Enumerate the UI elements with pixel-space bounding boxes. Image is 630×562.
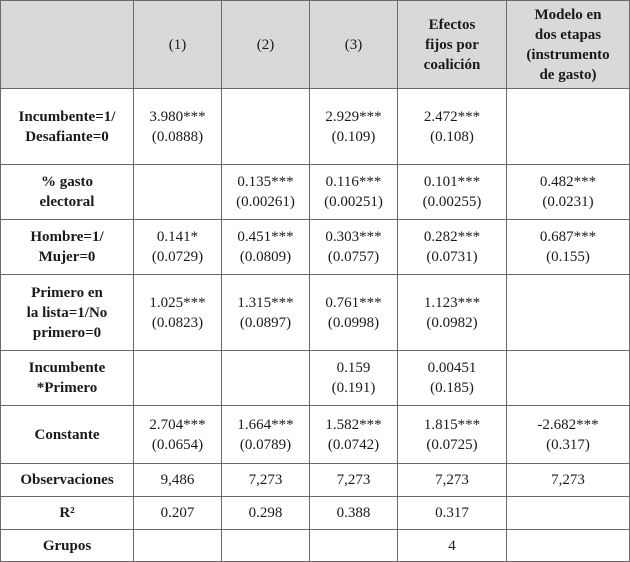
table-cell <box>507 530 630 562</box>
standard-error: (0.0757) <box>327 249 380 265</box>
table-cell <box>134 275 222 351</box>
standard-error: (0.108) <box>430 128 474 145</box>
row-label <box>1 165 134 220</box>
coefficient: 1.582*** <box>325 416 382 433</box>
table-cell <box>507 220 630 275</box>
row-label-line: Incumbente=1/ <box>18 108 116 125</box>
standard-error: (0.0231) <box>542 194 594 210</box>
table-cell <box>507 89 630 165</box>
table-cell <box>222 497 310 530</box>
row-label-line: Observaciones <box>20 472 114 488</box>
row-label-line: Hombre=1/ <box>30 229 104 245</box>
table-cell <box>398 165 507 220</box>
row-label <box>1 464 134 497</box>
row-label-line: Grupos <box>42 537 92 554</box>
row-label-line: Primero en <box>31 284 103 301</box>
table-row <box>1 351 630 406</box>
coefficient: 7,273 <box>435 472 469 488</box>
row-label-line: electoral <box>39 194 95 210</box>
table-cell <box>398 220 507 275</box>
coefficient: 0.303*** <box>325 229 382 245</box>
standard-error: (0.185) <box>430 380 474 396</box>
table-row <box>1 275 630 351</box>
header-col-two-stage <box>507 1 630 89</box>
table-cell <box>222 464 310 497</box>
table-cell <box>310 165 398 220</box>
header-col-1: (1) <box>134 1 222 89</box>
table-cell <box>310 406 398 464</box>
table-cell <box>310 497 398 530</box>
standard-error: (0.0731) <box>426 249 478 265</box>
coefficient: -2.682*** <box>537 416 599 433</box>
coefficient: 0.141* <box>156 229 199 245</box>
table-cell <box>134 89 222 165</box>
coefficient: 1.025*** <box>149 294 206 311</box>
table-row <box>1 89 630 165</box>
standard-error: (0.00255) <box>422 194 482 210</box>
standard-error: (0.0888) <box>151 128 204 145</box>
row-label-line: la lista=1/No <box>26 304 108 321</box>
coefficient: 2.704*** <box>149 416 206 433</box>
table-cell <box>134 220 222 275</box>
standard-error: (0.109) <box>331 128 376 145</box>
table-cell <box>310 530 398 562</box>
header-col-2: (2) <box>222 1 310 89</box>
table-cell <box>398 275 507 351</box>
table-cell <box>222 351 310 406</box>
table-cell <box>398 351 507 406</box>
standard-error: (0.0897) <box>239 314 292 331</box>
table-cell <box>134 351 222 406</box>
table-cell <box>398 530 507 562</box>
coefficient: 0.482*** <box>539 174 597 190</box>
table-row <box>1 530 630 562</box>
table-cell <box>507 464 630 497</box>
coefficient: 0.687*** <box>539 229 597 245</box>
row-label-line: R² <box>59 505 75 521</box>
row-label-line: *Primero <box>36 380 98 396</box>
table-body <box>1 89 630 562</box>
row-label <box>1 406 134 464</box>
table-cell <box>507 406 630 464</box>
table-cell <box>134 530 222 562</box>
coefficient: 0.116*** <box>325 174 382 190</box>
table-cell <box>222 220 310 275</box>
table-cell <box>222 89 310 165</box>
table-cell <box>398 464 507 497</box>
table-cell <box>398 406 507 464</box>
table-row <box>1 497 630 530</box>
table-cell <box>310 351 398 406</box>
coefficient: 1.315*** <box>237 294 294 311</box>
table-cell <box>398 497 507 530</box>
table-cell <box>222 165 310 220</box>
table-cell <box>134 464 222 497</box>
row-label <box>1 530 134 562</box>
table-cell <box>222 275 310 351</box>
table-cell <box>134 406 222 464</box>
header-line: dos etapas <box>534 26 602 43</box>
table-cell <box>134 165 222 220</box>
coefficient: 1.815*** <box>423 416 481 433</box>
header-col-fixed-effects <box>398 1 507 89</box>
coefficient: 7,273 <box>551 472 585 488</box>
table-cell <box>398 89 507 165</box>
table-row <box>1 406 630 464</box>
coefficient: 0.761*** <box>325 294 382 311</box>
row-label <box>1 89 134 165</box>
standard-error: (0.0998) <box>327 314 380 331</box>
standard-error: (0.191) <box>331 380 376 396</box>
coefficient: 1.664*** <box>237 416 294 433</box>
standard-error: (0.0823) <box>151 314 204 331</box>
coefficient: 0.298 <box>248 505 283 521</box>
table-cell <box>507 351 630 406</box>
row-label <box>1 497 134 530</box>
coefficient: 0.159 <box>336 360 371 376</box>
coefficient: 4 <box>448 537 456 554</box>
table-cell <box>222 530 310 562</box>
standard-error: (0.0742) <box>327 436 380 453</box>
coefficient: 7,273 <box>336 472 371 488</box>
standard-error: (0.0729) <box>151 249 204 265</box>
standard-error: (0.0725) <box>426 436 478 453</box>
coefficient: 0.451*** <box>237 229 294 245</box>
row-label-line: % gasto <box>40 174 94 190</box>
table-cell <box>310 220 398 275</box>
table-row <box>1 220 630 275</box>
standard-error: (0.0789) <box>239 436 292 453</box>
table-row <box>1 464 630 497</box>
table-row <box>1 165 630 220</box>
row-label-line: Mujer=0 <box>38 249 96 265</box>
table-cell <box>507 497 630 530</box>
coefficient: 0.282*** <box>423 229 481 245</box>
header-row <box>1 1 630 89</box>
table-cell <box>507 275 630 351</box>
header-line: Efectos <box>428 16 476 33</box>
coefficient: 1.123*** <box>423 294 481 311</box>
table-cell <box>507 165 630 220</box>
standard-error: (0.0654) <box>151 436 204 453</box>
table-cell <box>310 89 398 165</box>
coefficient: 0.135*** <box>237 174 294 190</box>
table-cell <box>310 275 398 351</box>
standard-error: (0.00251) <box>324 194 383 210</box>
coefficient: 0.101*** <box>423 174 481 190</box>
coefficient: 0.388 <box>336 505 371 521</box>
coefficient: 3.980*** <box>149 108 206 125</box>
standard-error: (0.317) <box>546 436 590 453</box>
header-line: fijos por <box>425 36 479 53</box>
header-col-3: (3) <box>310 1 398 89</box>
standard-error: (0.0982) <box>426 314 478 331</box>
coefficient: 2.929*** <box>325 108 382 125</box>
coefficient: 0.207 <box>160 505 195 521</box>
table-cell <box>310 464 398 497</box>
coefficient: 7,273 <box>248 472 283 488</box>
standard-error: (0.155) <box>546 249 590 265</box>
table-cell <box>134 497 222 530</box>
row-label-line: Constante <box>34 426 100 443</box>
header-line: (instrumento <box>526 46 610 63</box>
row-label-line: Incumbente <box>28 360 106 376</box>
table-cell <box>222 406 310 464</box>
standard-error: (0.00261) <box>236 194 295 210</box>
coefficient: 0.00451 <box>427 360 477 376</box>
coefficient: 0.317 <box>435 505 469 521</box>
header-line: coalición <box>423 56 481 73</box>
header-corner <box>1 1 134 89</box>
row-label-line: Desafiante=0 <box>25 128 109 145</box>
row-label <box>1 351 134 406</box>
coefficient: 2.472*** <box>423 108 481 125</box>
header-line: Modelo en <box>534 6 602 23</box>
header-line: de gasto) <box>539 66 597 83</box>
row-label-line: primero=0 <box>32 324 102 341</box>
row-label <box>1 275 134 351</box>
standard-error: (0.0809) <box>239 249 292 265</box>
row-label <box>1 220 134 275</box>
coefficient: 9,486 <box>160 472 195 488</box>
